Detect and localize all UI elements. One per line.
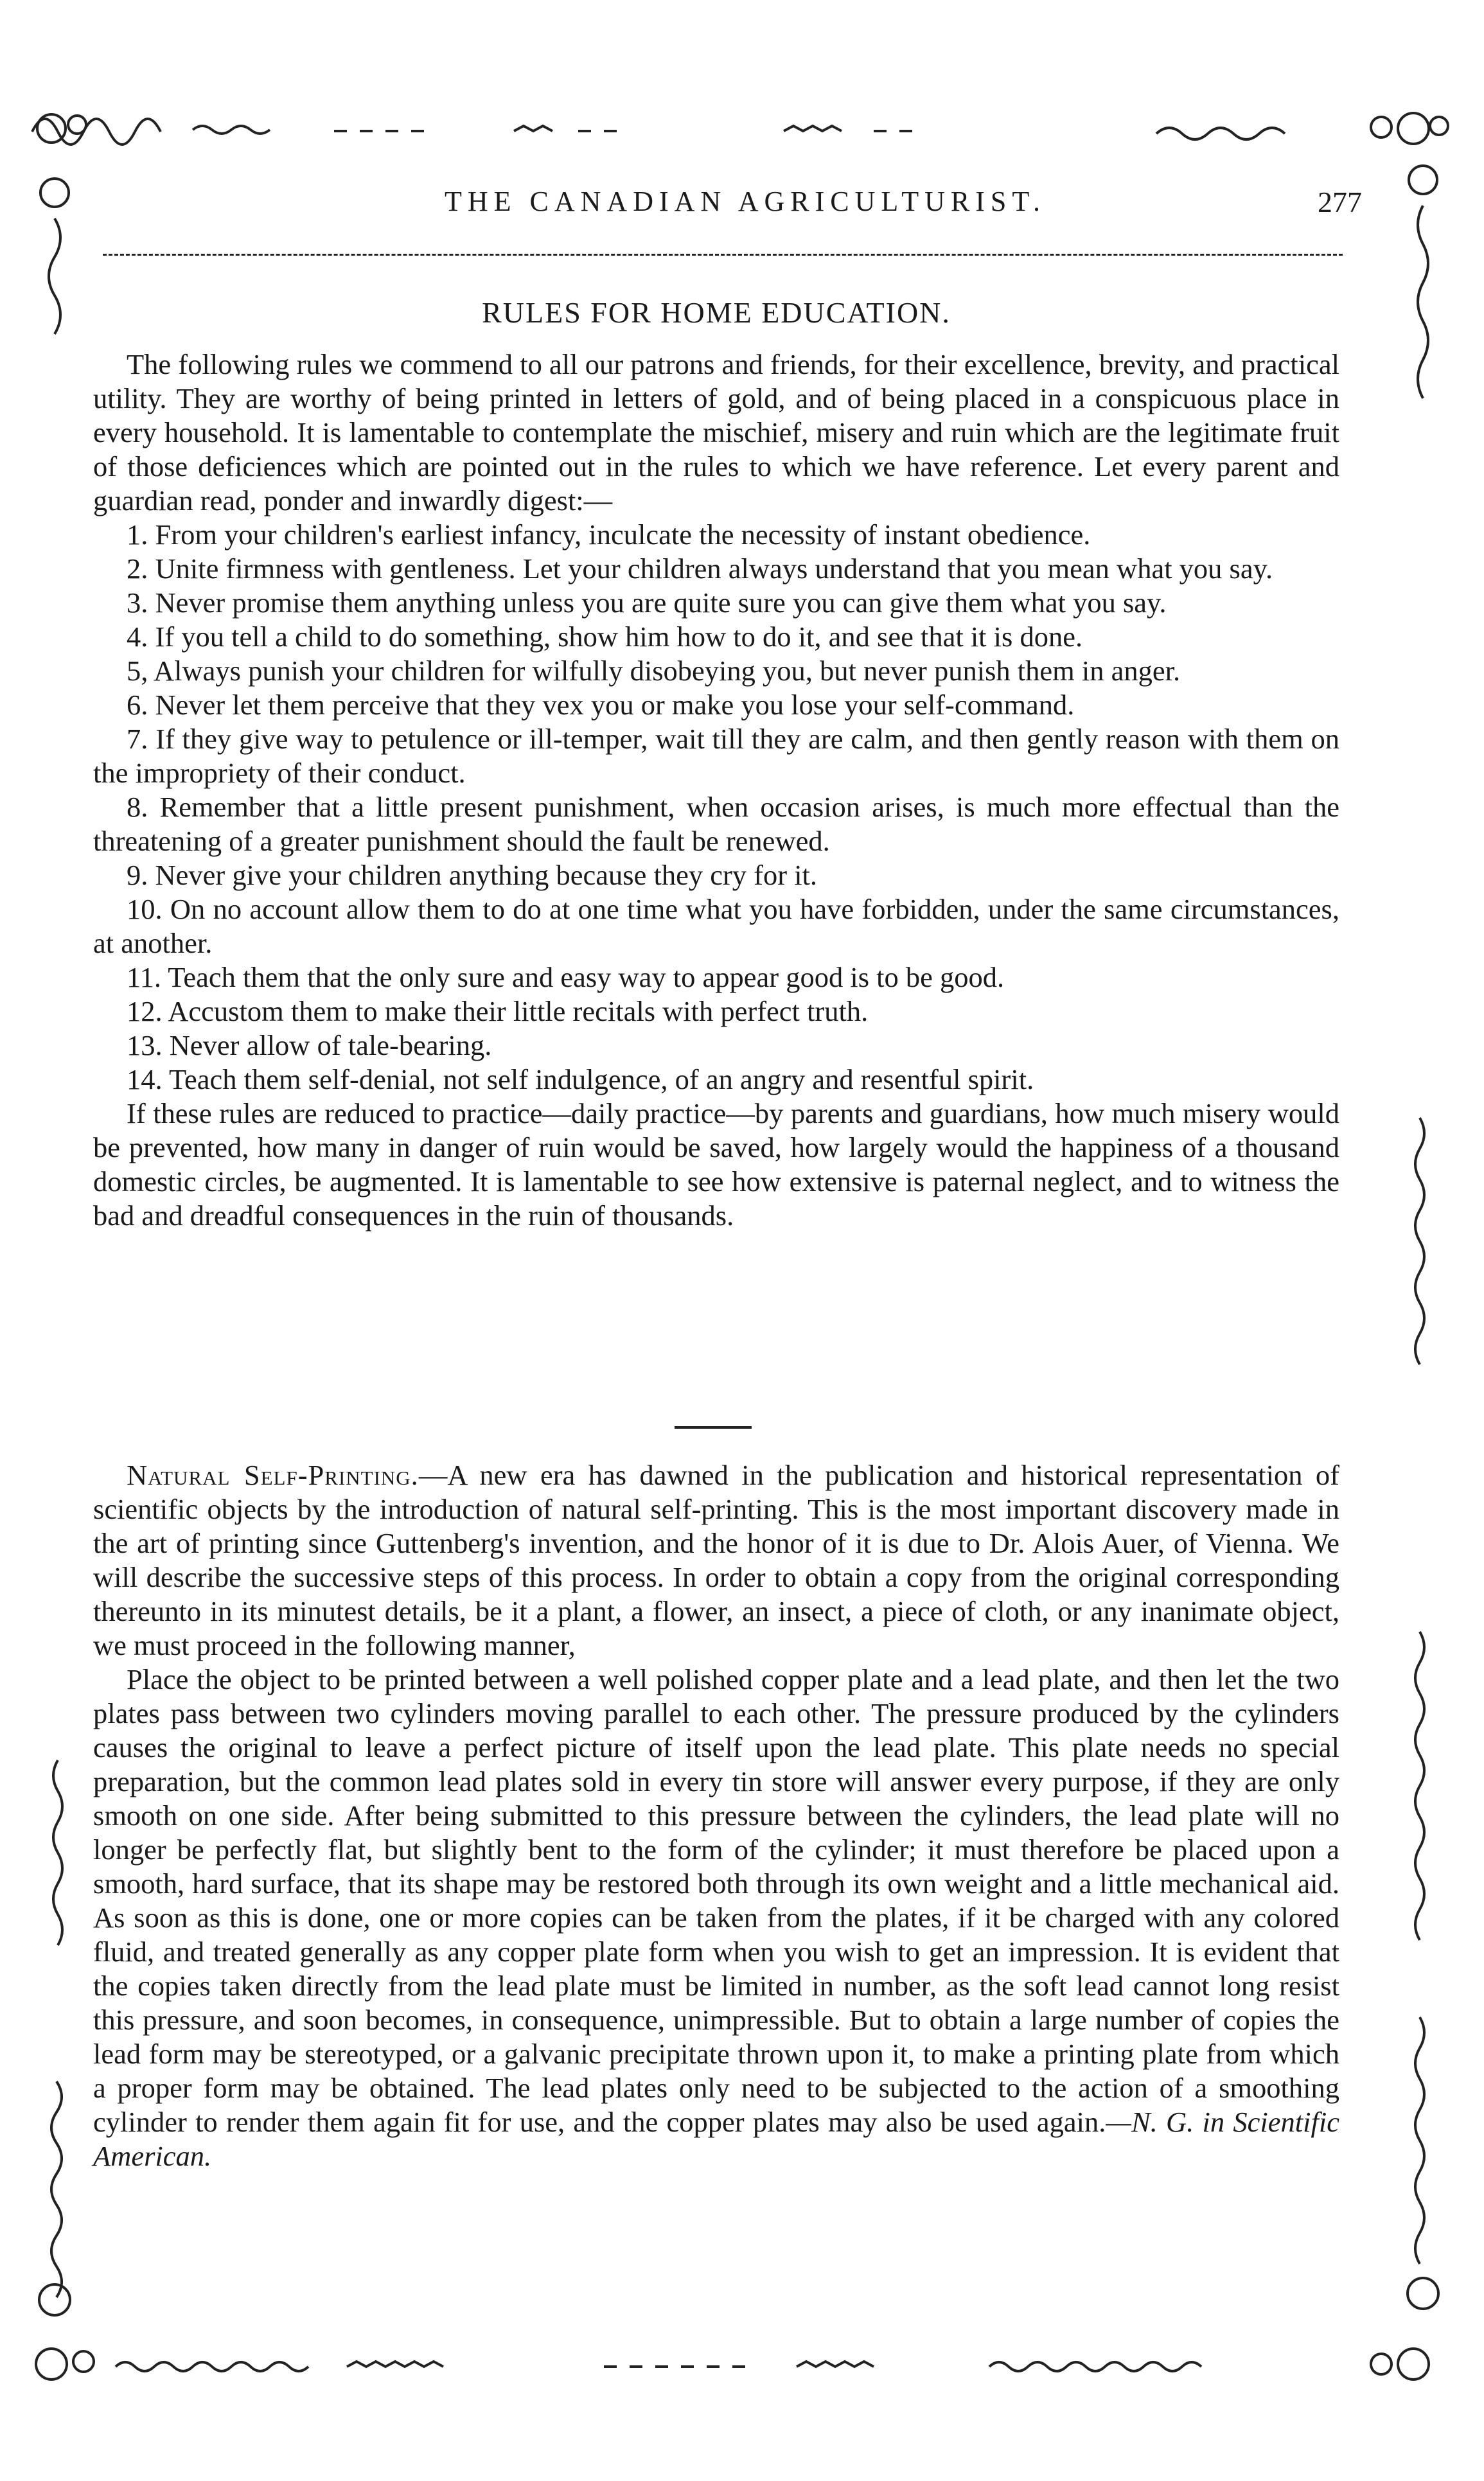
rule-item: 3. Never promise them anything unless you are quite sure you can give them what you say.	[127, 587, 1167, 619]
closing-paragraph: If these rules are reduced to practice—daily practice—by parents and guardians, how much misery would be prevented, how many in danger of ruin would be saved, how largely would the happiness of a thousand domestic circles, be augmented. It is lamentable to see how extensive is paternal neglect, and to witness the bad and dreadful consequences in the ruin of thousands.	[93, 1097, 1339, 1232]
rule-item: 1. From your children's earliest infancy, inculcate the necessity of instant obedience.	[127, 518, 1091, 551]
rule-item: 9. Never give your children anything because they cry for it.	[127, 859, 818, 891]
top-ornamental-border	[26, 103, 1458, 154]
source-signature: —N. G. in Scientific American.	[93, 2106, 1339, 2172]
self-printing-paragraph-2	[93, 1663, 1339, 2173]
paragraph-2-text: Place the object to be printed between a well polished copper plate and a lead plate, and then let the two plates pass between two cylinders moving parallel to each other. The pressure produced by the cylinders causes the original to leave a perfect picture of itself upon the lead plate. This plate needs no special preparation, but the common lead plates sold in every tin store will answer every purpose, if they are only smooth on one side. After being submitted to this pressure between the cylinders, the lead plate will no longer be perfectly flat, but slightly bent to the form of the cylinder; it must therefore be placed upon a smooth, hard surface, that its shape may be restored both through its own weight and a little mechanical aid. As soon as this is done, one or more copies can be taken from the plates, if it be charged with any colored fluid, and treated generally as any copper plate form when you wish to get an impression. It is evident that the copies taken directly from the lead plate must be limited in number, as the soft lead cannot long resist this pressure, and soon becomes, in consequence, unimpressible. But to obtain a large number of copies the lead form may be stereotyped, or a galvanic precipitate thrown upon it, to make a printing plate from which a proper form may be obtained. The lead plates only need to be subjected to the action of a smoothing cylinder to render them again fit for use, and the copper plates may also be used again.	[93, 1663, 1339, 2138]
rule-item: 8. Remember that a little present punishment, when occasion arises, is much more effectual than the threatening of a greater punishment should the fault be renewed.	[93, 791, 1339, 857]
article-natural-self-printing	[93, 1458, 1339, 2173]
rules-list	[93, 518, 1339, 1097]
left-ornamental-border	[32, 154, 77, 2338]
page-header	[103, 185, 1388, 230]
right-ornamental-border	[1400, 154, 1445, 2338]
article-title: RULES FOR HOME EDUCATION.	[482, 296, 951, 329]
rule-item: 13. Never allow of tale-bearing.	[127, 1029, 492, 1061]
rule-item: 10. On no account allow them to do at one time what you have forbidden, under the same circumstances, at another.	[93, 893, 1339, 959]
rule-item: 14. Teach them self-denial, not self indulgence, of an angry and resentful spirit.	[127, 1063, 1034, 1095]
rule-item: 6. Never let them perceive that they vex you or make you lose your self-command.	[127, 689, 1075, 721]
rule-item: 11. Teach them that the only sure and easy way to appear good is to be good.	[127, 961, 1005, 993]
article-divider	[675, 1426, 752, 1429]
article-lead-title: Natural Self-Printing.	[127, 1459, 419, 1491]
rule-item: 2. Unite firmness with gentleness. Let your children always understand that you mean what you say.	[127, 552, 1273, 585]
rule-item: 5, Always punish your children for wilfully disobeying you, but never punish them in anger.	[127, 655, 1181, 687]
intro-paragraph: The following rules we commend to all our patrons and friends, for their excellence, brevity, and practical utility. They are worthy of being printed in letters of gold, and of being placed in a conspicuous place in every household. It is lamentable to contemplate the mischief, misery and ruin which are the legitimate fruit of those deficiences which are pointed out in the rules to which we have reference. Let every parent and guardian read, ponder and inwardly digest:—	[93, 348, 1339, 517]
self-printing-paragraph-1	[93, 1458, 1339, 1663]
running-head: THE CANADIAN AGRICULTURIST.	[445, 186, 1046, 217]
bottom-ornamental-border	[26, 2338, 1458, 2390]
rule-item: 4. If you tell a child to do something, show him how to do it, and see that it is done.	[127, 621, 1083, 653]
paragraph-1-text: —A new era has dawned in the publication and historical representation of scientific objects by the introduction of natural self-printing. This is the most important discovery made in the art of printing since Guttenberg's invention, and the honor of it is due to Dr. Alois Auer, of Vienna. We will describe the successive steps of this process. In order to obtain a copy from the original corresponding thereunto in its minutest details, be it a plant, a flower, an insect, a piece of cloth, or any inanimate object, we must proceed in the following manner,	[93, 1459, 1339, 1661]
rule-item: 7. If they give way to petulence or ill-temper, wait till they are calm, and then gently reason with them on the impropriety of their conduct.	[93, 723, 1339, 789]
rule-item: 12. Accustom them to make their little recitals with perfect truth.	[127, 995, 869, 1027]
page-number: 277	[1318, 186, 1362, 218]
article-rules-for-home-education	[93, 296, 1339, 1233]
header-rule	[103, 254, 1343, 256]
